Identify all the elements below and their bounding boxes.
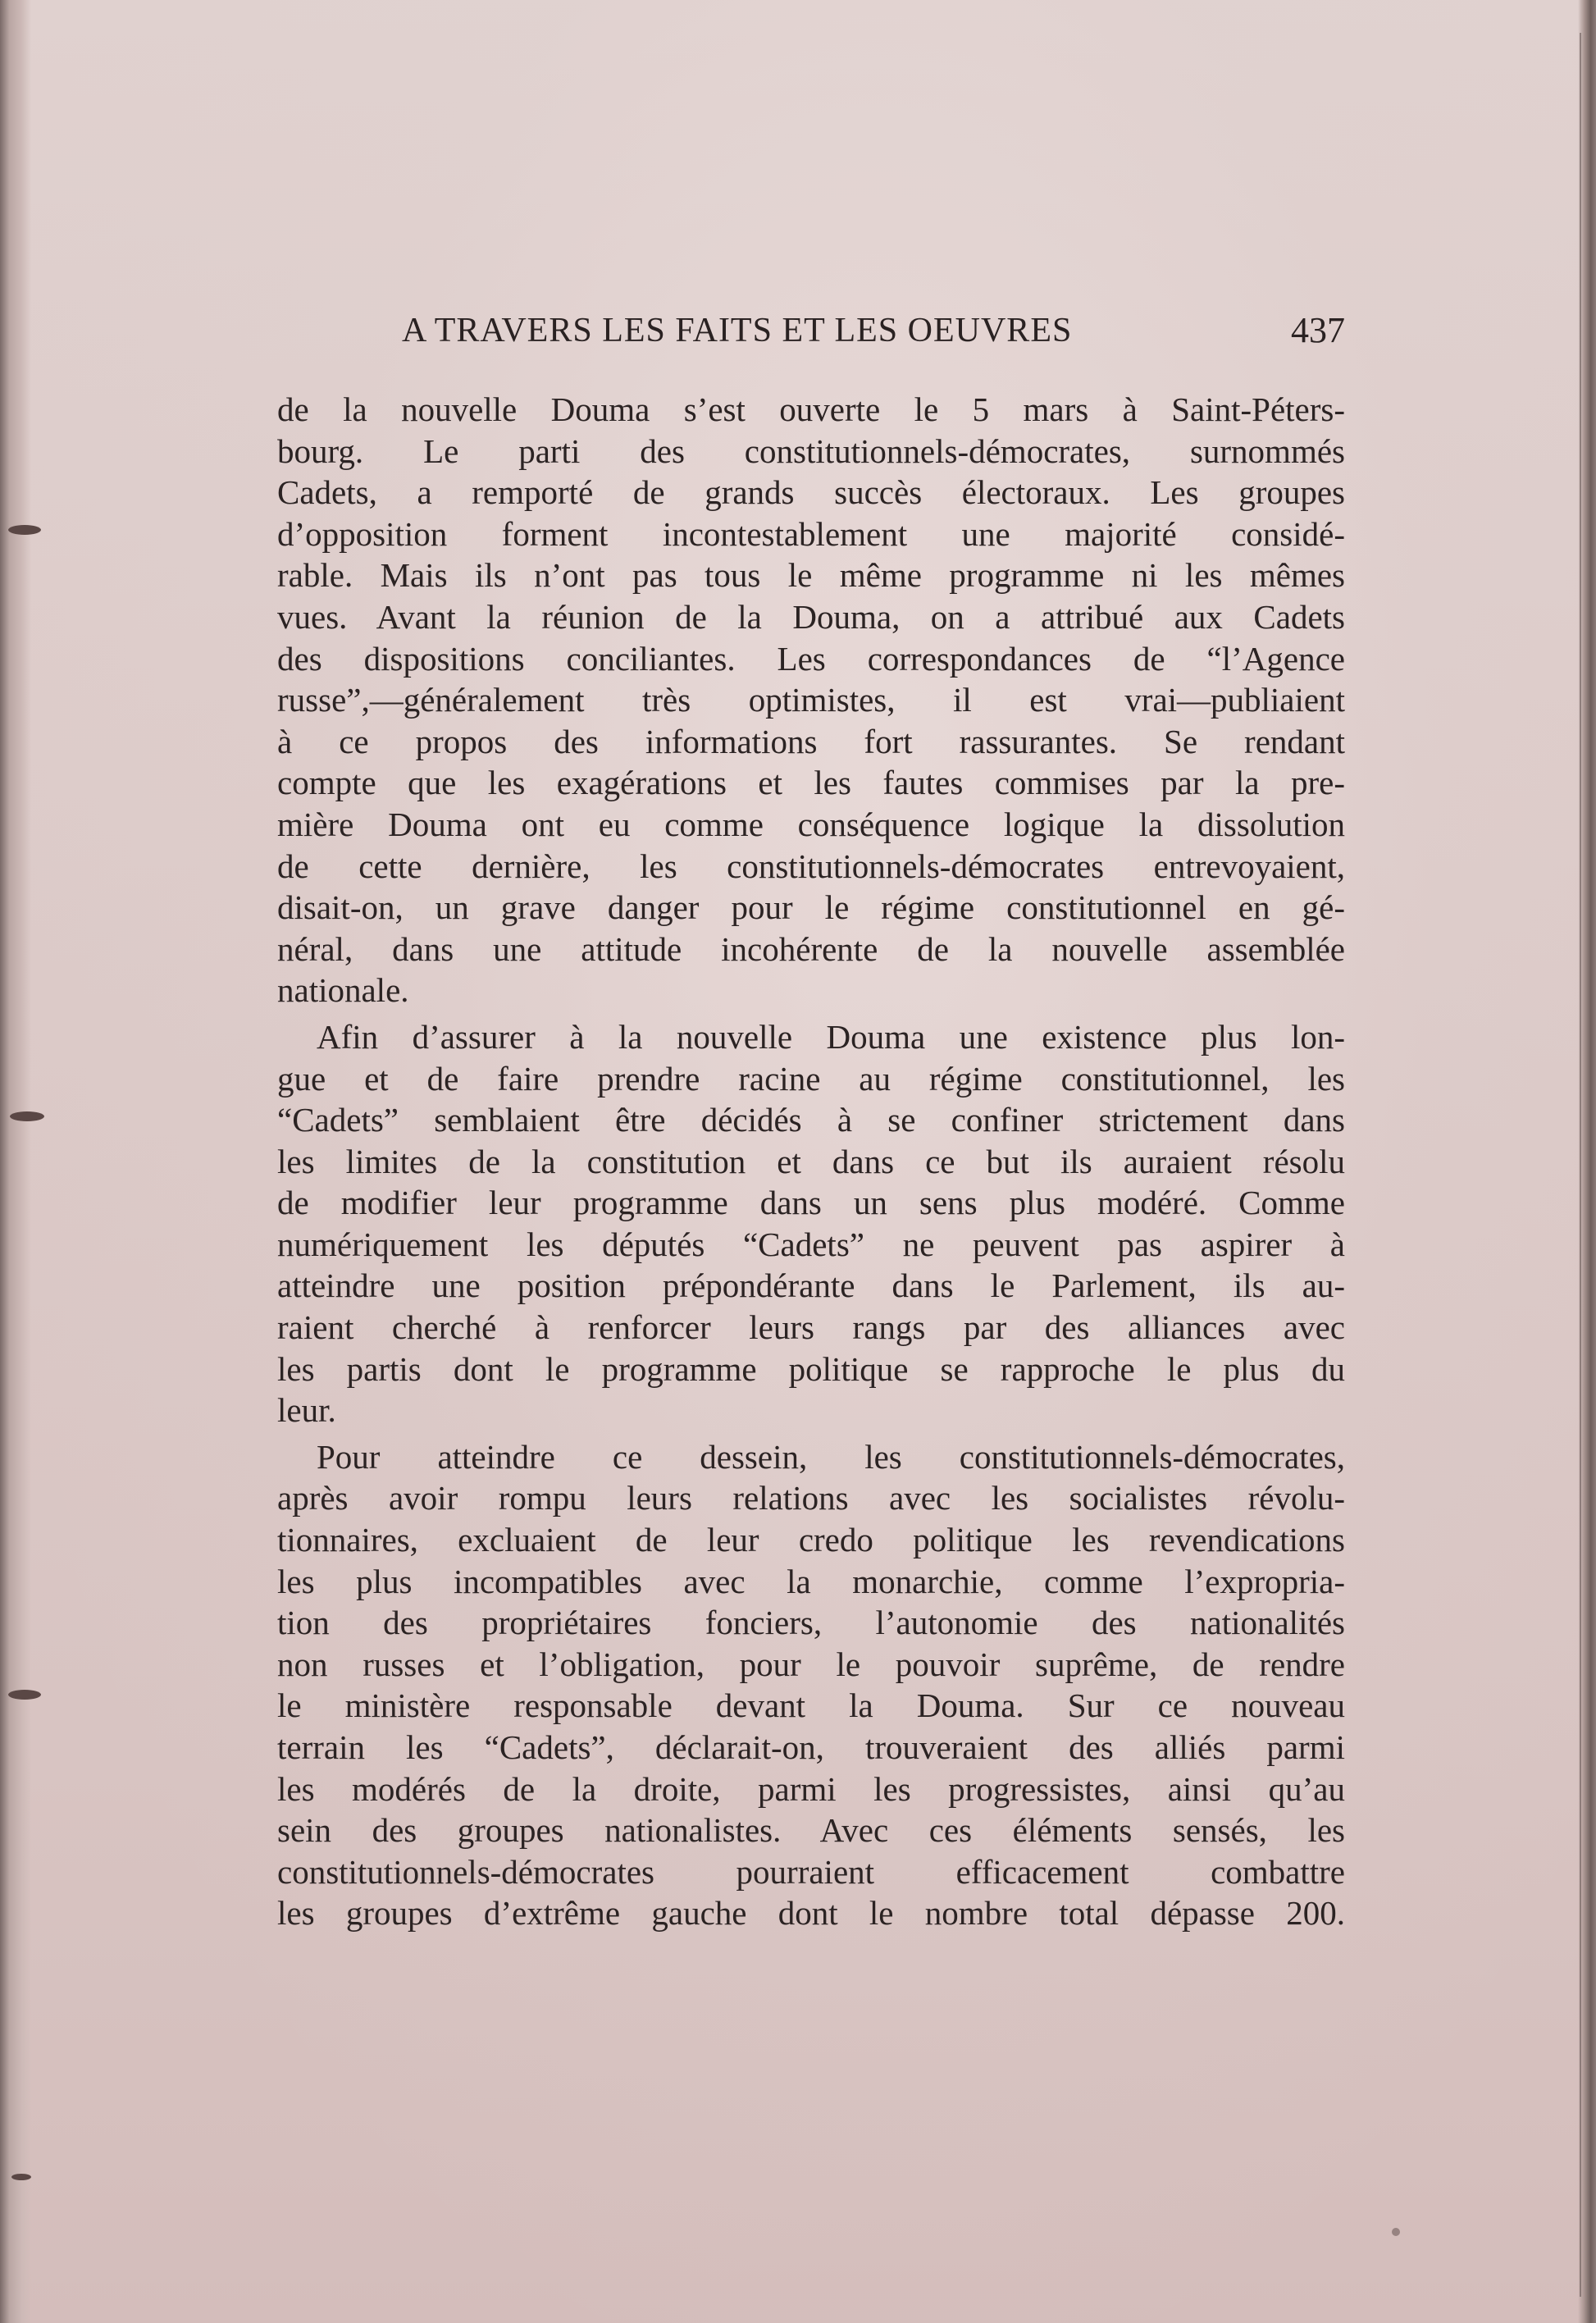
text-line: les limites de la constitution et dans ce but ils auraient résolu — [277, 1142, 1345, 1180]
text-line: numériquement les députés “Cadets” ne peuvent pas aspirer à — [277, 1225, 1345, 1263]
text-line: disait-on, un grave danger pour le régime constitutionnel en gé- — [277, 888, 1345, 927]
text-line: non russes et l’obligation, pour le pouvoir suprême, de rendre — [277, 1645, 1345, 1683]
page-number: 437 — [1291, 310, 1345, 350]
text-line: les groupes d’extrême gauche dont le nombre total dépasse 200. — [277, 1894, 1345, 1933]
body-text — [277, 389, 1345, 1939]
text-line: gue et de faire prendre racine au régime constitutionnel, les — [277, 1059, 1345, 1098]
text-line: Cadets, a remporté de grands succès électoraux. Les groupes — [277, 473, 1345, 512]
text-line: après avoir rompu leurs relations avec les socialistes révolu- — [277, 1479, 1345, 1517]
page-edge-line — [1580, 33, 1581, 2297]
text-line: les modérés de la droite, parmi les progressistes, ainsi qu’au — [277, 1769, 1345, 1808]
text-line: tionnaires, excluaient de leur credo politique les revendications — [277, 1521, 1345, 1559]
text-line: des dispositions conciliantes. Les correspondances de “l’Agence — [277, 639, 1345, 678]
text-line: “Cadets” semblaient être décidés à se confiner strictement dans — [277, 1101, 1345, 1139]
text-line: terrain les “Cadets”, déclarait-on, trouveraient des alliés parmi — [277, 1728, 1345, 1766]
paper-mark — [1392, 2228, 1400, 2236]
text-line: bourg. Le parti des constitutionnels-démocrates, surnommés — [277, 431, 1345, 470]
text-line: vues. Avant la réunion de la Douma, on a attribué aux Cadets — [277, 597, 1345, 636]
text-line: raient cherché à renforcer leurs rangs par des alliances avec — [277, 1308, 1345, 1347]
text-line: mière Douma ont eu comme conséquence logique la dissolution — [277, 805, 1345, 843]
text-line: atteindre une position prépondérante dans le Parlement, ils au- — [277, 1266, 1345, 1305]
text-line: sein des groupes nationalistes. Avec ces éléments sensés, les — [277, 1811, 1345, 1850]
text-line: russe”,—généralement très optimistes, il est vrai—publiaient — [277, 681, 1345, 719]
text-line: compte que les exagérations et les fautes commises par la pre- — [277, 764, 1345, 802]
text-line: d’opposition forment incontestablement une majorité considé- — [277, 514, 1345, 553]
text-line: néral, dans une attitude incohérente de la nouvelle assemblée — [277, 929, 1345, 968]
text-line: de cette dernière, les constitutionnels-démocrates entrevoyaient, — [277, 847, 1345, 885]
text-line: leur. — [277, 1391, 336, 1430]
binding-edge — [0, 0, 31, 2323]
text-line: Afin d’assurer à la nouvelle Douma une existence plus lon- — [317, 1017, 1345, 1056]
text-line: les partis dont le programme politique se rapproche le plus du — [277, 1349, 1345, 1388]
paper-mark — [8, 1690, 41, 1700]
running-title: A TRAVERS LES FAITS ET LES OEUVRES — [402, 312, 1073, 349]
paper-mark — [8, 525, 41, 535]
text-line: à ce propos des informations fort rassurantes. Se rendant — [277, 722, 1345, 760]
paragraph-2 — [277, 1016, 1345, 1431]
page-header — [402, 306, 1345, 355]
text-line: rable. Mais ils n’ont pas tous le même programme ni les mêmes — [277, 556, 1345, 595]
paper-mark — [10, 1111, 44, 1121]
text-line: tion des propriétaires fonciers, l’autonomie des nationalités — [277, 1604, 1345, 1642]
text-line: les plus incompatibles avec la monarchie, comme l’expropria- — [277, 1562, 1345, 1600]
text-line: constitutionnels-démocrates pourraient efficacement combattre — [277, 1852, 1345, 1891]
text-line: nationale. — [277, 971, 409, 1010]
text-line: le ministère responsable devant la Douma. Sur ce nouveau — [277, 1686, 1345, 1725]
paragraph-1 — [277, 389, 1345, 1011]
text-line: de modifier leur programme dans un sens plus modéré. Comme — [277, 1184, 1345, 1222]
paper-mark — [11, 2174, 31, 2180]
text-line: Pour atteindre ce dessein, les constitutionnels-démocrates, — [317, 1437, 1345, 1476]
paragraph-3 — [277, 1436, 1345, 1934]
text-line: de la nouvelle Douma s’est ouverte le 5 mars à Saint-Péters- — [277, 390, 1345, 428]
